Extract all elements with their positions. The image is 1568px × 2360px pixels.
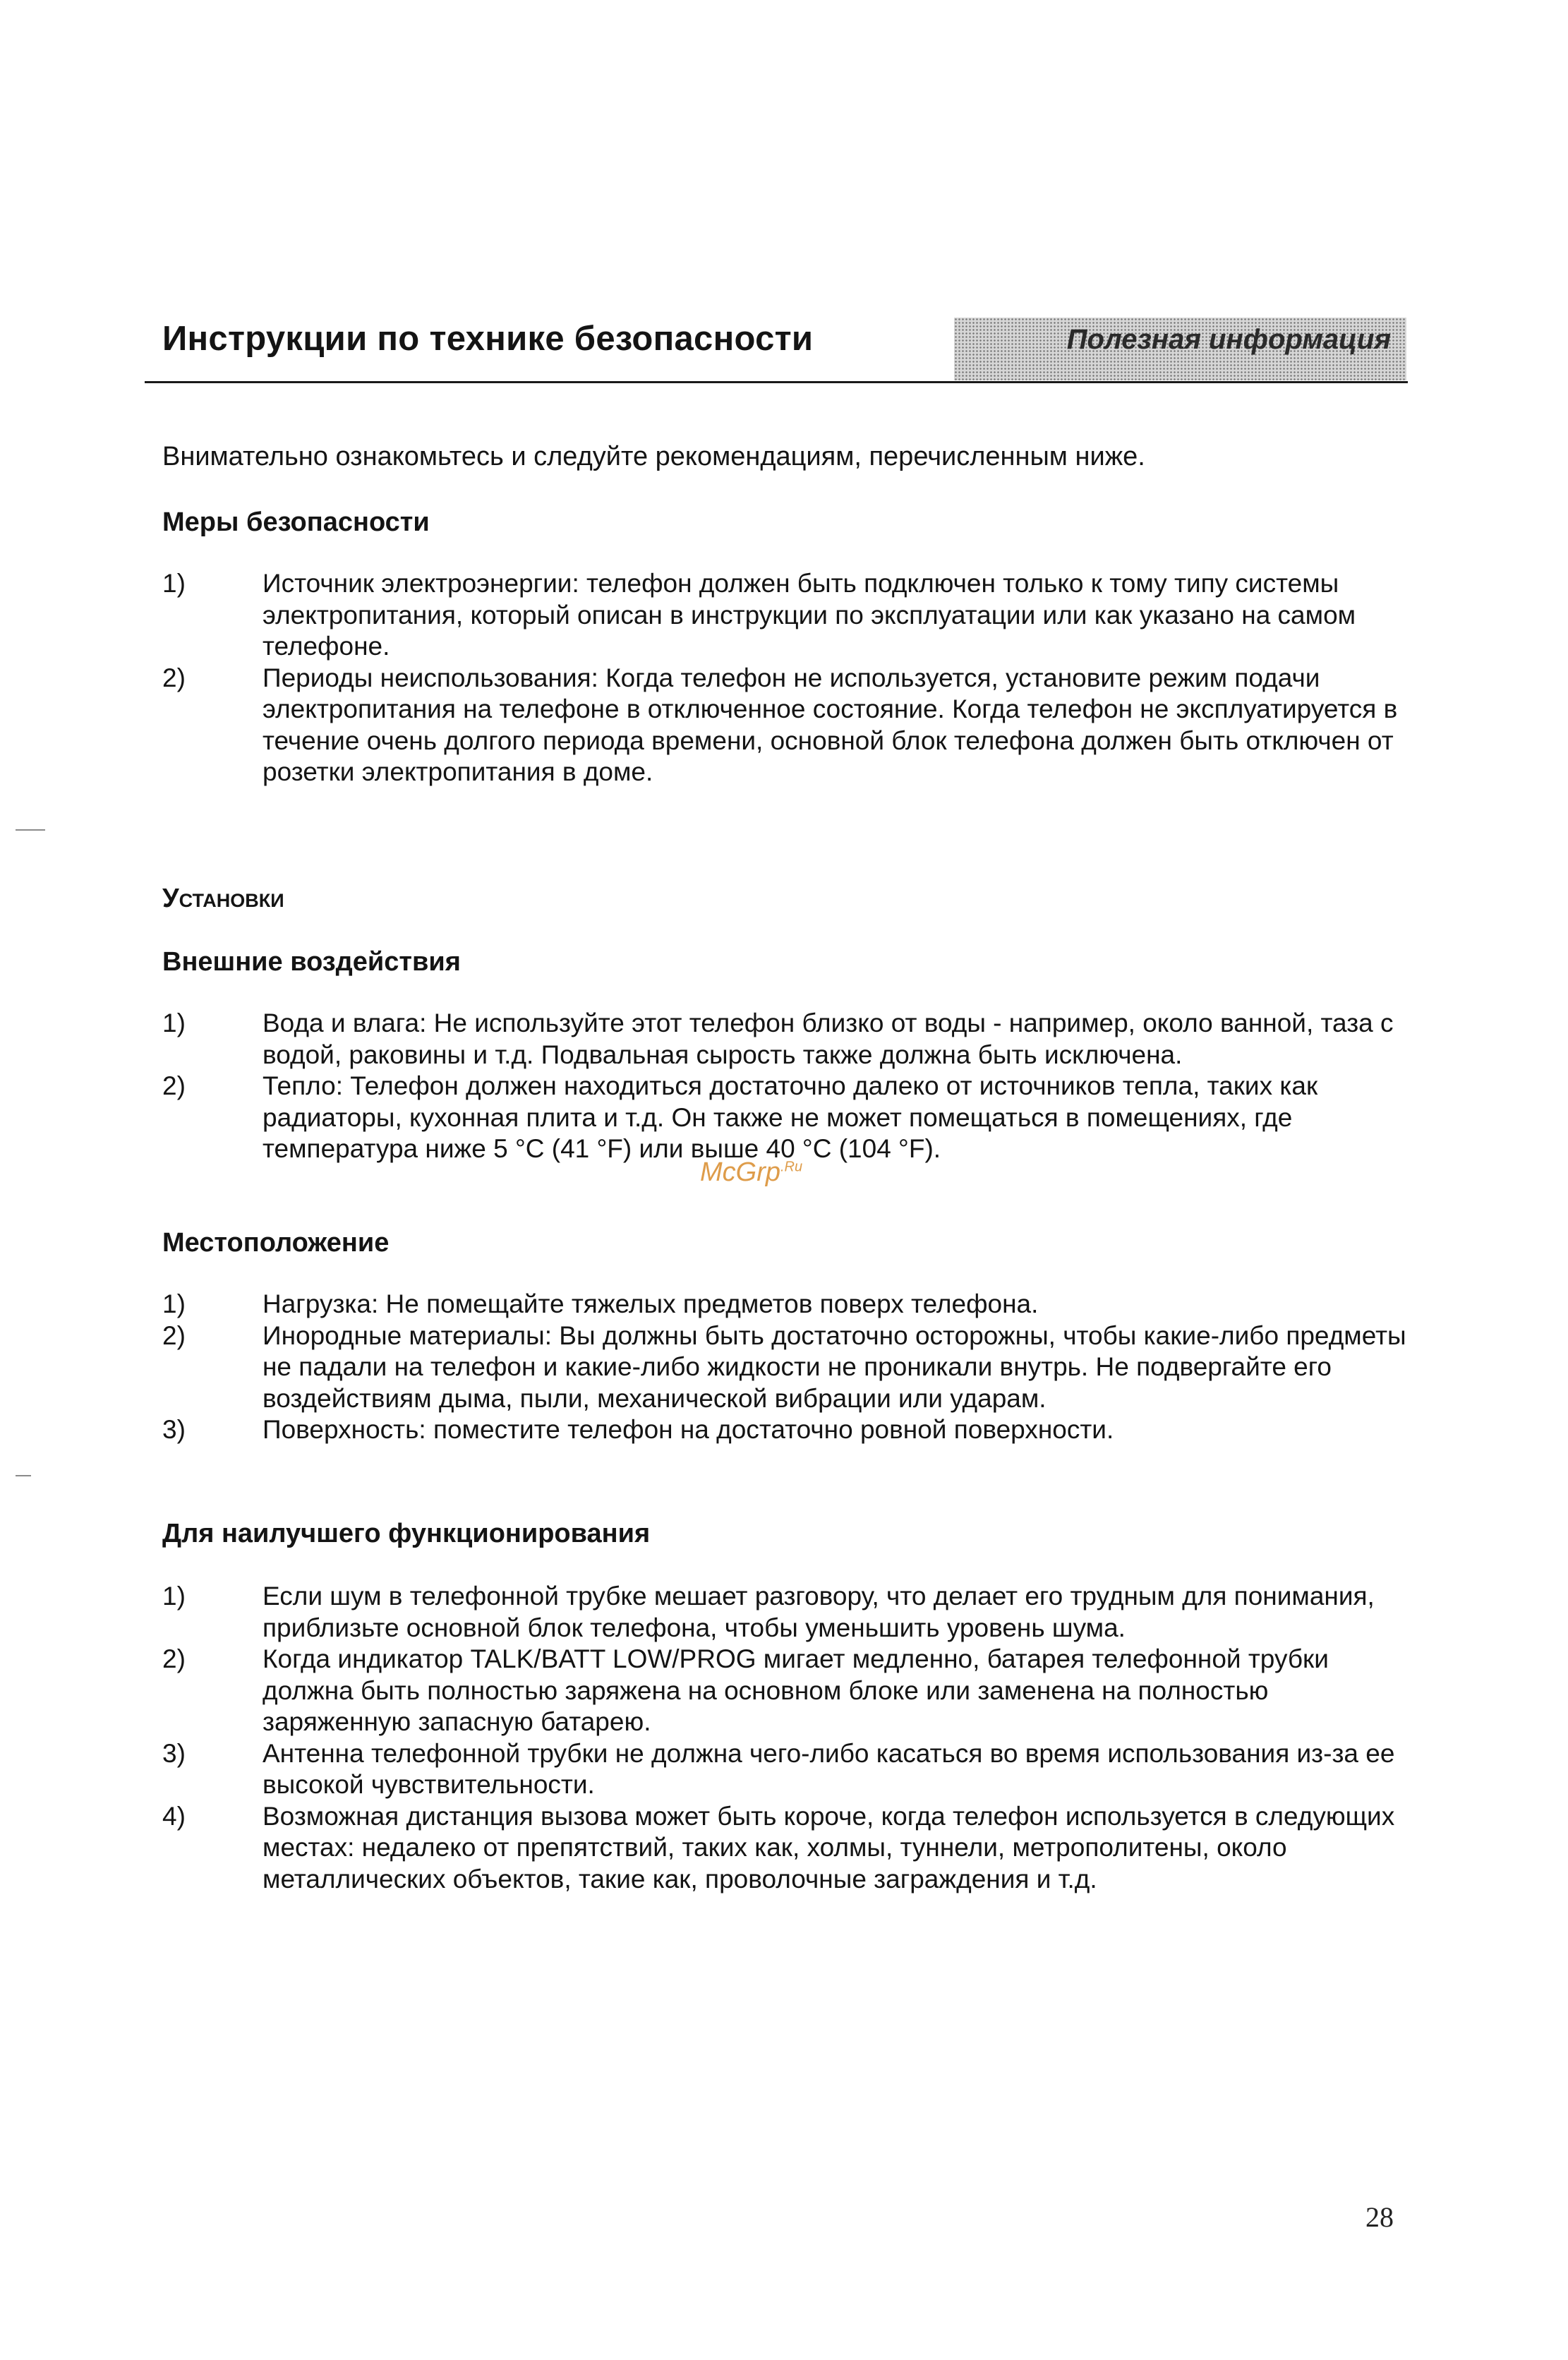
item-number: 2) — [162, 1644, 186, 1673]
header-divider — [145, 381, 1408, 383]
list-item — [162, 1801, 1425, 1896]
list-item — [162, 1320, 1425, 1415]
section-badge-label: Полезная информация — [1066, 324, 1391, 355]
list-item — [162, 1071, 1425, 1165]
list-item — [162, 1289, 1425, 1320]
item-number: 1) — [162, 1582, 186, 1611]
item-number: 3) — [162, 1738, 186, 1768]
item-text: Если шум в телефонной трубке мешает разговору, что делает его трудным для понимания, приблизьте основной блок телефона, чтобы уменьшить уровень шума. — [263, 1582, 1375, 1642]
intro-text: Внимательно ознакомьтесь и следуйте рекомендациям, перечисленным ниже. — [162, 442, 1145, 471]
item-number: 1) — [162, 1009, 186, 1037]
list-item — [162, 1414, 1425, 1446]
item-text: Когда индикатор TALK/BATT LOW/PROG мигает медленно, батарея телефонной трубки должна быть полностью заряжена на основном блоке или заменена на полностью заряженную запасную батарею. — [263, 1644, 1329, 1736]
section-badge — [954, 318, 1406, 380]
heading-performance: Для наилучшего функционирования — [162, 1519, 651, 1548]
item-number: 4) — [162, 1801, 186, 1831]
page-number: 28 — [1365, 2201, 1394, 2233]
list-item — [162, 1644, 1425, 1738]
item-text: Нагрузка: Не помещайте тяжелых предметов поверх телефона. — [263, 1289, 1039, 1318]
item-number: 2) — [162, 1071, 186, 1100]
item-text: Возможная дистанция вызова может быть короче, когда телефон используется в следующих местах: недалеко от препятствий, таких как, холмы, туннели, метрополитены, около металлических объектов, такие как, проволочные заграждения и т.д. — [263, 1801, 1395, 1894]
item-text: Инородные материалы: Вы должны быть достаточно осторожны, чтобы какие-либо предметы не падали на телефон и какие-либо жидкости не проникали внутрь. Не подвергайте его воздействиям дыма, пыли, механической вибрации или ударам. — [263, 1320, 1406, 1413]
list-item — [162, 663, 1425, 788]
page-title: Инструкции по технике безопасности — [162, 320, 814, 358]
heading-external: Внешние воздействия — [162, 947, 461, 977]
list-safety — [162, 568, 1425, 788]
item-text: Источник электроэнергии: телефон должен быть подключен только к тому типу системы электропитания, который описан в инструкции по эксплуатации или как указано на самом телефоне. — [263, 569, 1356, 661]
list-item — [162, 1738, 1425, 1801]
list-item — [162, 1581, 1425, 1644]
list-performance — [162, 1581, 1425, 1895]
item-number: 2) — [162, 663, 186, 692]
item-text: Вода и влага: Не используйте этот телефон близко от воды - например, около ванной, таза с водой, раковины и т.д. Подвальная сырость также должна быть исключена. — [263, 1009, 1394, 1069]
item-text: Антенна телефонной трубки не должна чего-либо касаться во время использования из-за ее высокой чувствительности. — [263, 1738, 1395, 1799]
item-number: 3) — [162, 1415, 186, 1444]
scan-mark — [16, 829, 45, 831]
watermark-suffix: .Ru — [780, 1159, 803, 1175]
item-text: Тепло: Телефон должен находиться достаточно далеко от источников тепла, таких как радиаторы, кухонная плита и т.д. Он также не может помещаться в помещениях, где температура ниже 5 °C (41 °F) или выше 40 °C (104 °F). — [263, 1071, 1318, 1163]
item-number: 2) — [162, 1320, 186, 1350]
item-text: Поверхность: поместите телефон на достаточно ровной поверхности. — [263, 1415, 1114, 1444]
scan-mark — [16, 1475, 31, 1476]
heading-safety: Меры безопасности — [162, 507, 430, 537]
heading-location: Местоположение — [162, 1228, 390, 1258]
watermark-text: McGrp — [700, 1157, 780, 1187]
list-location — [162, 1289, 1425, 1446]
item-number: 1) — [162, 1289, 186, 1318]
list-item — [162, 568, 1425, 663]
item-number: 1) — [162, 569, 186, 598]
list-item — [162, 1008, 1425, 1071]
list-external — [162, 1008, 1425, 1165]
item-text: Периоды неиспользования: Когда телефон не используется, установите режим подачи электропитания на телефоне в отключенное состояние. Когда телефон не эксплуатируется в течение очень долгого периода времени, основной блок телефона должен быть отключен от розетки электропитания в доме. — [263, 663, 1398, 786]
heading-installation: Установки — [162, 884, 284, 913]
